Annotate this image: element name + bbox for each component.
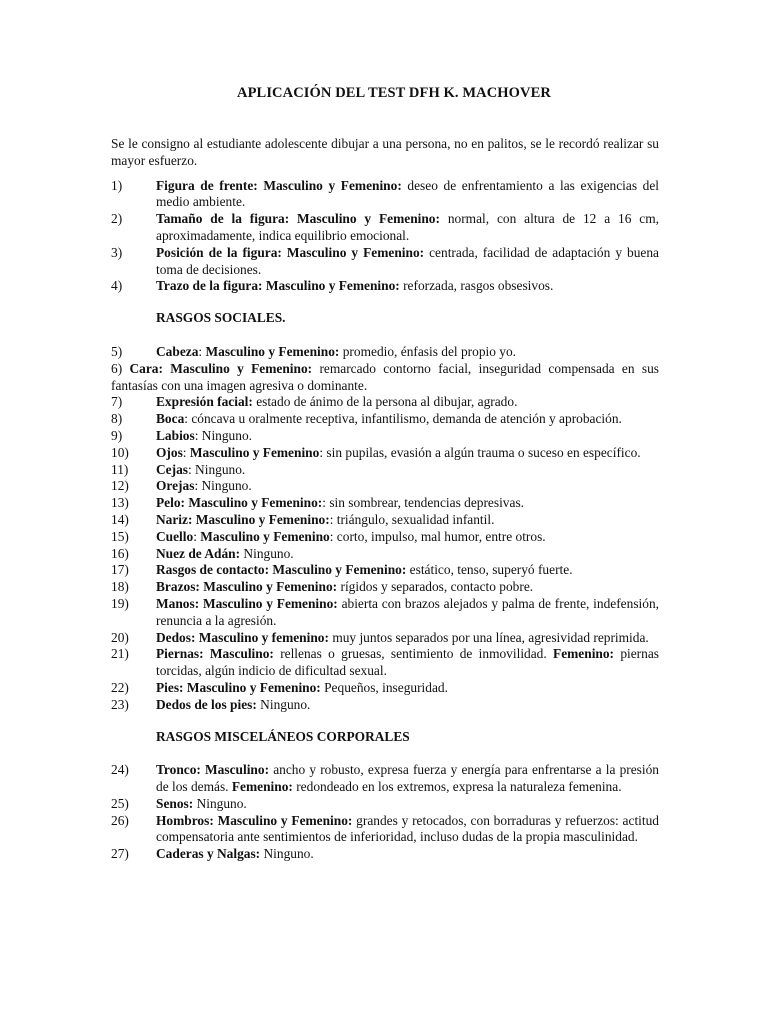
item-number: 17) bbox=[111, 562, 129, 578]
item-number: 6) bbox=[111, 360, 123, 376]
item-number: 23) bbox=[111, 696, 129, 712]
list-item bbox=[111, 796, 659, 813]
item-number: 26) bbox=[111, 812, 129, 828]
item-number: 9) bbox=[111, 427, 123, 443]
item-number: 27) bbox=[111, 846, 129, 862]
item-number: 4) bbox=[111, 278, 123, 294]
list-item bbox=[111, 394, 659, 411]
item-label: Masculino y Femenino bbox=[200, 528, 330, 544]
item-number: 2) bbox=[111, 211, 123, 227]
item-text: muy juntos separados por una línea, agresividad reprimida. bbox=[332, 629, 649, 645]
item-number: 19) bbox=[111, 595, 129, 611]
item-label: Expresión facial: bbox=[156, 394, 257, 410]
list-item bbox=[111, 846, 659, 863]
list-item bbox=[111, 478, 659, 495]
list-item bbox=[111, 512, 659, 529]
list-item bbox=[111, 445, 659, 462]
list-item bbox=[111, 813, 659, 847]
item-text: estado de ánimo de la persona al dibujar, agrado. bbox=[256, 394, 518, 410]
item-label: Manos: Masculino y Femenino: bbox=[156, 595, 342, 611]
item-label: Ojos bbox=[156, 444, 183, 460]
item-number: 13) bbox=[111, 495, 129, 511]
item-text: : cóncava u oralmente receptiva, infantilismo, demanda de atención y aprobación. bbox=[184, 411, 622, 427]
item-label: Tronco: Masculino: bbox=[156, 762, 274, 778]
item-label: Dedos: Masculino y femenino: bbox=[156, 629, 333, 645]
list-item bbox=[111, 562, 659, 579]
list-item bbox=[111, 646, 659, 680]
list-item bbox=[111, 245, 659, 279]
item-number: 25) bbox=[111, 795, 129, 811]
list-item bbox=[111, 630, 659, 647]
item-number: 15) bbox=[111, 528, 129, 544]
item-label: Hombros: Masculino y Femenino: bbox=[156, 812, 357, 828]
numbered-list bbox=[111, 178, 659, 296]
list-item bbox=[111, 495, 659, 512]
item-label: Femenino: bbox=[553, 646, 621, 662]
item-number: 14) bbox=[111, 511, 129, 527]
list-item bbox=[111, 546, 659, 563]
item-text: : Ninguno. bbox=[194, 427, 252, 443]
sections-container bbox=[111, 178, 659, 863]
item-label: Tamaño de la figura: Masculino y Femenino: bbox=[156, 211, 448, 227]
numbered-list bbox=[111, 762, 659, 863]
item-label: Figura de frente: Masculino y Femenino: bbox=[156, 177, 408, 193]
item-text: : bbox=[182, 444, 190, 460]
item-label: Cejas bbox=[156, 461, 188, 477]
list-item bbox=[111, 529, 659, 546]
document-title: APLICACIÓN DEL TEST DFH K. MACHOVER bbox=[237, 85, 551, 101]
item-label: Dedos de los pies: bbox=[156, 696, 261, 712]
item-label: Senos: bbox=[156, 795, 197, 811]
item-text: Pequeños, inseguridad. bbox=[324, 679, 448, 695]
item-number: 11) bbox=[111, 461, 129, 477]
section-heading: RASGOS MISCELÁNEOS CORPORALES bbox=[156, 728, 410, 744]
item-text: Ninguno. bbox=[260, 696, 311, 712]
item-text: rellenas o gruesas, sentimiento de inmovilidad. bbox=[280, 646, 554, 662]
list-item bbox=[111, 680, 659, 697]
item-text: : sin sombrear, tendencias depresivas. bbox=[322, 495, 524, 511]
item-label: Cuello bbox=[156, 528, 194, 544]
item-label: Rasgos de contacto: Masculino y Femenino: bbox=[156, 562, 410, 578]
item-text: abierta con brazos alejados y palma de frente, indefensión, renuncia a la agresión. bbox=[156, 595, 659, 628]
item-label: Masculino y Femenino: bbox=[205, 343, 343, 359]
intro-paragraph: Se le consigno al estudiante adolescente dibujar a una persona, no en palitos, se le recordó realizar su mayor esfuerzo. bbox=[111, 136, 659, 168]
item-label: Labios bbox=[156, 427, 195, 443]
item-text: grandes y retocados, con borraduras y refuerzos: actitud compensatoria ante sentimientos de inferioridad, incluso dudas de la propia masculinidad. bbox=[156, 812, 659, 845]
item-text: : bbox=[198, 343, 206, 359]
item-label: Piernas: Masculino: bbox=[156, 646, 281, 662]
item-text: deseo de enfrentamiento a las exigencias del medio ambiente. bbox=[156, 177, 660, 210]
item-text: : bbox=[193, 528, 201, 544]
item-label: Caderas y Nalgas: bbox=[156, 846, 264, 862]
item-label: Nuez de Adán: bbox=[156, 545, 244, 561]
list-item bbox=[111, 579, 659, 596]
item-label: Posición de la figura: Masculino y Femenino: bbox=[156, 244, 430, 260]
item-text: : Ninguno. bbox=[187, 461, 246, 477]
item-number: 1) bbox=[111, 177, 123, 193]
list-item bbox=[111, 344, 659, 361]
numbered-list bbox=[111, 344, 659, 714]
item-text: rígidos y separados, contacto pobre. bbox=[340, 579, 534, 595]
item-text: piernas torcidas, algún indicio de dificultad sexual. bbox=[156, 646, 659, 679]
item-text: ancho y robusto, expresa fuerza y energía para enfrentarse a la presión de los demás. bbox=[156, 762, 659, 795]
item-label: Cara: Masculino y Femenino: bbox=[129, 360, 320, 376]
item-label: Trazo de la figura: Masculino y Femenino: bbox=[156, 278, 404, 294]
item-number: 3) bbox=[111, 244, 123, 260]
list-item bbox=[111, 278, 659, 295]
list-item bbox=[111, 596, 659, 630]
list-item bbox=[111, 211, 659, 245]
item-number: 7) bbox=[111, 394, 123, 410]
item-number: 8) bbox=[111, 411, 123, 427]
item-text: : sin pupilas, evasión a algún trauma o suceso en específico. bbox=[319, 444, 641, 460]
item-number: 21) bbox=[111, 646, 129, 662]
item-label: Orejas bbox=[156, 478, 195, 494]
item-label: Masculino y Femenino bbox=[189, 444, 320, 460]
item-number: 24) bbox=[111, 762, 129, 778]
item-number: 20) bbox=[111, 629, 129, 645]
item-text: : triángulo, sexualidad infantil. bbox=[329, 511, 495, 527]
list-item bbox=[111, 411, 659, 428]
list-item bbox=[111, 697, 659, 714]
item-text: centrada, facilidad de adaptación y buena toma de decisiones. bbox=[156, 244, 659, 277]
list-item bbox=[111, 428, 659, 445]
item-number: 12) bbox=[111, 478, 129, 494]
item-text: Ninguno. bbox=[263, 846, 314, 862]
item-text: redondeado en los extremos, expresa la naturaleza femenina. bbox=[296, 779, 622, 795]
section-heading: RASGOS SOCIALES. bbox=[156, 310, 286, 326]
item-number: 5) bbox=[111, 343, 123, 359]
item-text: remarcado contorno facial, inseguridad compensada en sus fantasías con una imagen agresiva o dominante. bbox=[111, 360, 659, 393]
item-number: 18) bbox=[111, 579, 129, 595]
item-text: reforzada, rasgos obsesivos. bbox=[403, 278, 554, 294]
item-label: Pies: Masculino y Femenino: bbox=[156, 679, 325, 695]
list-item bbox=[111, 361, 659, 395]
item-number: 16) bbox=[111, 545, 129, 561]
item-label: Brazos: Masculino y Femenino: bbox=[156, 579, 341, 595]
list-item bbox=[111, 178, 659, 212]
item-text: : Ninguno. bbox=[194, 478, 252, 494]
item-text: normal, con altura de 12 a 16 cm, aproximadamente, indica equilibrio emocional. bbox=[156, 211, 659, 243]
item-text: : corto, impulso, mal humor, entre otros. bbox=[329, 528, 546, 544]
item-text: Ninguno. bbox=[243, 545, 294, 561]
item-number: 22) bbox=[111, 679, 129, 695]
item-text: Ninguno. bbox=[196, 795, 247, 811]
item-label: Nariz: Masculino y Femenino: bbox=[156, 511, 330, 527]
item-label: Femenino: bbox=[231, 779, 297, 795]
list-item bbox=[111, 462, 659, 479]
item-text: estático, tenso, superyó fuerte. bbox=[409, 562, 573, 578]
item-label: Pelo: Masculino y Femenino: bbox=[156, 495, 323, 511]
item-number: 10) bbox=[111, 444, 129, 460]
item-label: Cabeza bbox=[156, 343, 199, 359]
list-item bbox=[111, 762, 659, 796]
item-label: Boca bbox=[156, 411, 185, 427]
item-text: promedio, énfasis del propio yo. bbox=[342, 343, 517, 359]
